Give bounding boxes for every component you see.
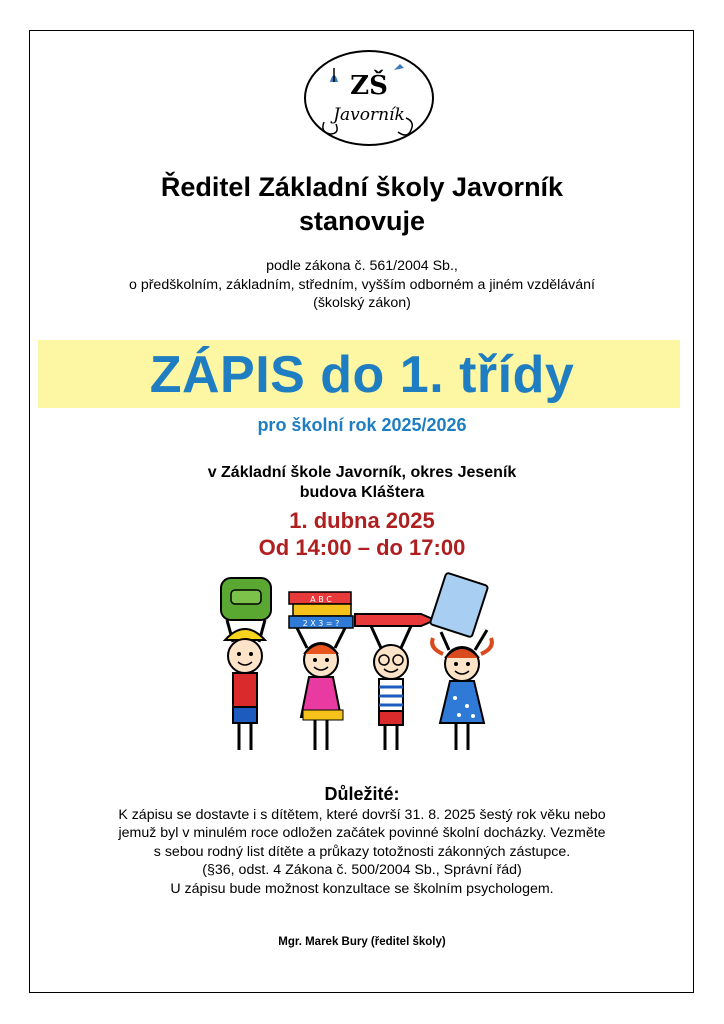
logo-initials: ZŠ (350, 71, 388, 101)
event-time: Od 14:00 – do 17:00 (258, 535, 466, 560)
important-line-4: (§36, odst. 4 Zákona č. 500/2004 Sb., Správní řád) (202, 862, 522, 879)
child-with-backpack (221, 578, 271, 750)
book-bottom-label: 2 X 3 = ? (302, 619, 340, 628)
child-with-books (289, 592, 353, 750)
logo-name: Javorník (333, 105, 405, 125)
law-line-2: o předškolním, základním, středním, vyšším odborném a jiném vzdělávání (128, 276, 596, 293)
important-line-5: U zápisu bude možnost konzultace se školním psychologem. (170, 880, 554, 897)
important-line-2: jemuž byl v minulém roce odložen začátek povinné školní docházky. Vezměte (118, 825, 606, 842)
venue-line-1: v Základní škole Javorník, okres Jeseník (207, 464, 517, 481)
children-illustration (205, 570, 525, 760)
important-text (0, 806, 724, 898)
headline: ZÁPIS do 1. třídy (149, 346, 575, 404)
important-line-1: K zápisu se dostavte i s dítětem, které dovrší 31. 8. 2025 šestý rok věku nebo (118, 807, 606, 823)
event-date (0, 507, 724, 561)
title-line-2: stanovuje (298, 206, 426, 236)
event-day: 1. dubna 2025 (289, 508, 435, 533)
child-with-pencil (355, 614, 435, 750)
school-logo (302, 48, 436, 148)
school-year: pro školní rok 2025/2026 (257, 415, 467, 435)
important-heading: Důležité: (324, 784, 400, 804)
venue (0, 463, 724, 503)
venue-line-2: budova Kláštera (299, 484, 425, 501)
signature: Mgr. Marek Bury (ředitel školy) (278, 936, 446, 948)
book-top-label: A B C (310, 595, 332, 604)
law-line-1: podle zákona č. 561/2004 Sb., (266, 258, 458, 274)
important-line-3: s sebou rodný list dítěte a průkazy totožnosti zákonných zástupce. (153, 843, 571, 860)
title-line-1: Ředitel Základní školy Javorník (160, 172, 564, 202)
page-title (0, 170, 724, 238)
law-line-3: (školský zákon) (313, 295, 411, 311)
child-with-notebook (430, 573, 492, 750)
law-reference (0, 257, 724, 313)
